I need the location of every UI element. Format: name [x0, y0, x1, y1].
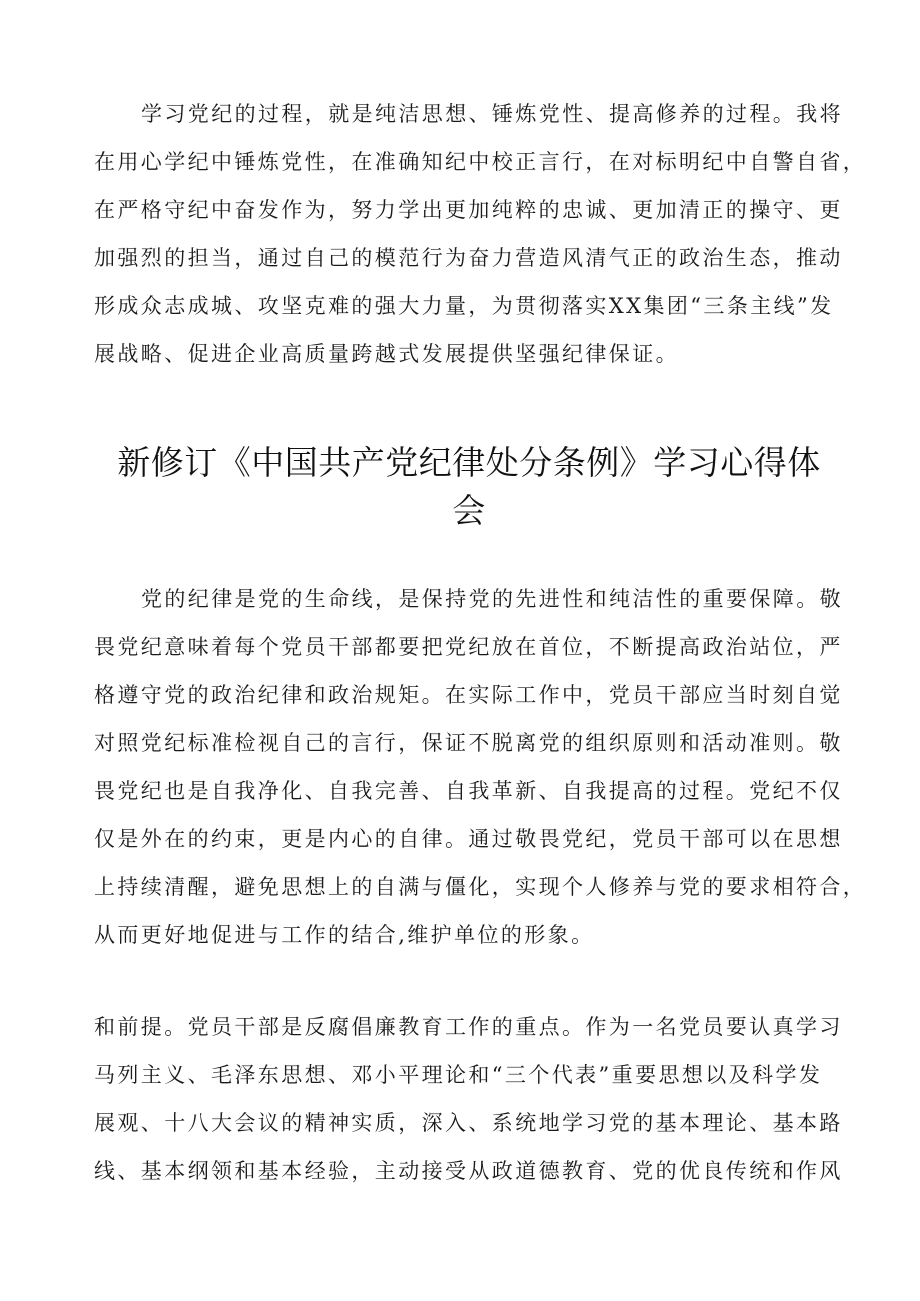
paragraph-line: 对照党纪标准检视自己的言行，保证不脱离党的组织原则和活动准则。敬	[94, 731, 843, 755]
paragraph-line: 展战略、促进企业高质量跨越式发展提供坚强纪律保证。	[94, 342, 679, 366]
paragraph-line: 加强烈的担当，通过自己的模范行为奋力营造风清气正的政治生态，推动	[94, 246, 843, 270]
paragraph-line: 从而更好地促进与工作的结合,维护单位的形象。	[94, 923, 595, 947]
paragraph-line: 畏党纪意味着每个党员干部都要把党纪放在首位，不断提高政治站位，严	[94, 635, 843, 659]
paragraph-line: 和前提。党员干部是反腐倡廉教育工作的重点。作为一名党员要认真学习	[94, 1015, 843, 1039]
paragraph-line: 在用心学纪中锤炼党性，在准确知纪中校正言行，在对标明纪中自警自省，	[94, 150, 867, 174]
paragraph-line: 展观、十八大会议的精神实质，深入、系统地学习党的基本理论、基本路	[94, 1111, 843, 1135]
article-title-line-2: 会	[452, 491, 486, 530]
paragraph-line: 形成众志成城、攻坚克难的强大力量，为贯彻落实XX集团“三条主线”发	[94, 294, 834, 318]
paragraph-line: 格遵守党的政治纪律和政治规矩。在实际工作中，党员干部应当时刻自觉	[94, 683, 843, 707]
paragraph-line: 畏党纪也是自我净化、自我完善、自我革新、自我提高的过程。党纪不仅	[94, 779, 843, 803]
paragraph-line: 马列主义、毛泽东思想、邓小平理论和“三个代表”重要思想以及科学发	[94, 1063, 823, 1087]
paragraph-line: 上持续清醒，避免思想上的自满与僵化，实现个人修养与党的要求相符合，	[94, 875, 867, 899]
article-title-line-1: 新修订《中国共产党纪律处分条例》学习心得体	[117, 443, 821, 482]
paragraph-line: 学习党纪的过程，就是纯洁思想、锤炼党性、提高修养的过程。我将	[141, 102, 843, 126]
paragraph-line: 仅是外在的约束，更是内心的自律。通过敬畏党纪，党员干部可以在思想	[94, 827, 843, 851]
paragraph-line: 党的纪律是党的生命线，是保持党的先进性和纯洁性的重要保障。敬	[141, 587, 843, 611]
paragraph-line: 在严格守纪中奋发作为，努力学出更加纯粹的忠诚、更加清正的操守、更	[94, 198, 843, 222]
paragraph-line: 线、基本纲领和基本经验，主动接受从政道德教育、党的优良传统和作风	[94, 1159, 843, 1183]
